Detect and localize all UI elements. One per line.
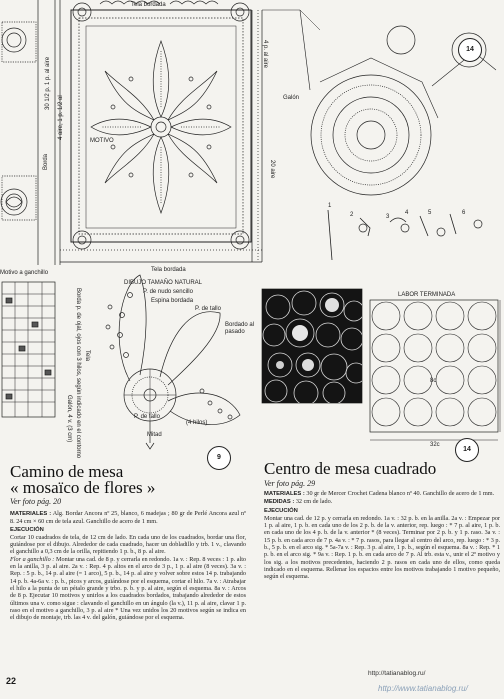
- badge-14-mid: 14: [455, 438, 479, 462]
- left-ejecucion-text: Cortar 10 cuadrados de tela, de 12 cm de lado. En cada uno de los cuadrados, bordar una flor, guiándose por el dibujo. Alrededor de cada cuadrado, hacer un dobladillo y trb. 1 v., clavando el ganchillo a 0,3 cm de la orilla, repitiendo 1 p. b., 8 p. al aire.: [10, 533, 246, 556]
- right-medidas: MEDIDAS : 32 cm de lado.: [264, 498, 333, 506]
- label-vertical-1: 30 1/2 p. 1 p. al aire: [45, 56, 51, 110]
- label-step-1: 1: [328, 203, 332, 209]
- watermark: http://www.tatianablog.ru/: [378, 684, 468, 693]
- label-bordado-al-pasado: Bordado al pasado: [225, 322, 255, 335]
- right-ejecucion-text: Montar una cad. de 12 p. y cerrarla en redondo. 1a v. : 32 p. b. en la anilla. 2a v. : Empezar por 1 p. al aire, 1 p. b. en cada uno de los 2 p. b. de la v. anterior, rep. luego : * 7 p. al aire, 1 p. b. en cada uno de los 4 p. b. de la v. anterior * (8 veces). Terminar por 2 p. b. y 1 p. raso. 3a v. : 15 p. b. en cada arco de 7 p. 4a v. : * 7 p. rasos, para llegar al centro del arco, rep. luego : * 3 p. b., 5 p. b. en el arco sig. * 5a-7a v. : Rep. 3 p. al aire, 1 p. b., según el esquema. 8a v. : Rep. * 1 p. b. en el arco sig. * 9a v. : Rep. 1 p. b. en cada arco de 7 p. Al trb. esta v., unir el 2º motivo y los sig. a los motivos precedentes, haciendo 2 p. rasos en cada uno de ellos, como queda indicado en el esquema. Rellenar los espacios entre los motivos trabajando 1 motivo pequeño, según el esquema.: [264, 514, 500, 581]
- label-labor-terminada: LABOR TERMINADA: [398, 292, 456, 298]
- badge-9: 9: [207, 446, 231, 470]
- label-step-4: 4: [405, 210, 409, 216]
- badge-14-top: 14: [458, 38, 482, 62]
- footer-url[interactable]: http://tatianablog.ru/: [368, 670, 426, 677]
- label-dibujo-tamano: DIBUJO TAMAÑO NATURAL: [124, 280, 203, 286]
- right-article-ver-foto: Ver foto pág. 29: [264, 479, 316, 488]
- label-borda-p-ojal: Borda p. de ojal, ojos con 3 hilos, según indicado en el contorno: [75, 288, 81, 459]
- label-tela-bordada-top: Tela bordada: [131, 2, 166, 8]
- crochet-photo: [262, 289, 362, 403]
- label-motivo: MOTIVO: [90, 138, 114, 144]
- label-mitad: Mitad: [147, 432, 162, 438]
- label-galon: Galón: [283, 95, 300, 101]
- label-nudo-sencillo: P. de nudo sencillo: [143, 289, 193, 295]
- label-cuatro-hilos: (4 hilos): [186, 420, 208, 426]
- right-ejecucion-heading: EJECUCIÓN: [264, 507, 298, 514]
- left-flor: Flor a ganchillo : Montar una cad. de 8 p. y cerrarla en redondo. 1a v. : Rep. 8 veces : 1 p. alto en la anilla, 3 p. al aire. 2a v. : Rep. 4 p. altos en el arco de 3 p., 1 p. al aire (8 veces). 3a v. : Rep. : 5 p. b., 14 p. al aire (= 1 arco), 5 p. b., 14 p. al aire y volver sobre estos 14 p. trabajando 14 p. b. 4a-6a v. : p. b., picos y arcos, guiándose por el esquema, cortar el hilo. 7a v. : Atrabajar el hilo a la punta de un pétalo grande y trbo. p. b. y p. al aire, según el esquema. 8a v. : Arcos de 8 p. Ejecutar 10 motivos y unirlos a los cuadrados bordados, trabajando alrededor de estos últimos una v. como sigue : clavando el ganchillo en un ángulo (la v.), 11 p. al aire, clavar 1 p. raso en el motivo a ganchillo, 3 p. al aire * Una vez unidos los 20 motivos según se indica en el dibujo de montaje, trb. las 4 v. del galón, guiándose por el esquema.: [10, 555, 247, 622]
- label-step-6: 6: [462, 210, 466, 216]
- label-borda: Borda: [43, 153, 49, 170]
- label-side-2: 20 aire: [269, 160, 275, 179]
- label-p-de-tallo-2: P. de tallo: [134, 414, 160, 420]
- label-32c: 32c: [430, 442, 440, 448]
- left-article-body: [10, 510, 246, 621]
- label-vertical-2: 4 aire, 1 p. 1/2 al: [58, 95, 64, 140]
- left-article-title-2: « mosaïco de flores »: [10, 478, 156, 497]
- label-step-2: 2: [350, 212, 354, 218]
- label-8c: 8c: [430, 378, 437, 384]
- right-article-title: Centro de mesa cuadrado: [264, 459, 437, 478]
- page-number: 22: [6, 676, 17, 686]
- label-tela: Tela: [84, 350, 90, 362]
- label-espina-bordada: Espina bordada: [151, 298, 194, 304]
- label-side-1: 4 p. al aire: [262, 40, 268, 69]
- right-materiales: MATERIALES : 30 gr de Mercer Crochet Cadena blanco nº 40. Ganchillo de acero de 1 mm.: [264, 490, 495, 497]
- left-materiales: MATERIALES : Alg. Bordar Ancora nº 25, blanco, 6 madejas ; 80 gr de Perlé Ancora azul nº 8. 24 cm × 60 cm de tela azul. Ganchillo de acero de 1 mm.: [10, 510, 246, 526]
- right-article-body: [264, 490, 500, 581]
- label-step-3: 3: [386, 214, 390, 220]
- label-motivo-ganchillo-left: Motivo a ganchillo: [0, 270, 49, 276]
- left-article-ver-foto: Ver foto pág. 20: [10, 497, 62, 506]
- label-tela-bordada-mid: Tela bordada: [151, 267, 186, 273]
- label-step-5: 5: [428, 210, 432, 216]
- label-p-de-tallo-1: P. de tallo: [195, 306, 221, 312]
- label-galon-ancho: Galón, 4 v. (3 cm): [66, 395, 72, 443]
- left-article-title-1: Camino de mesa: [10, 462, 124, 481]
- left-ejecucion-heading: EJECUCIÓN: [10, 526, 44, 533]
- crochet-photo-image: [262, 289, 362, 403]
